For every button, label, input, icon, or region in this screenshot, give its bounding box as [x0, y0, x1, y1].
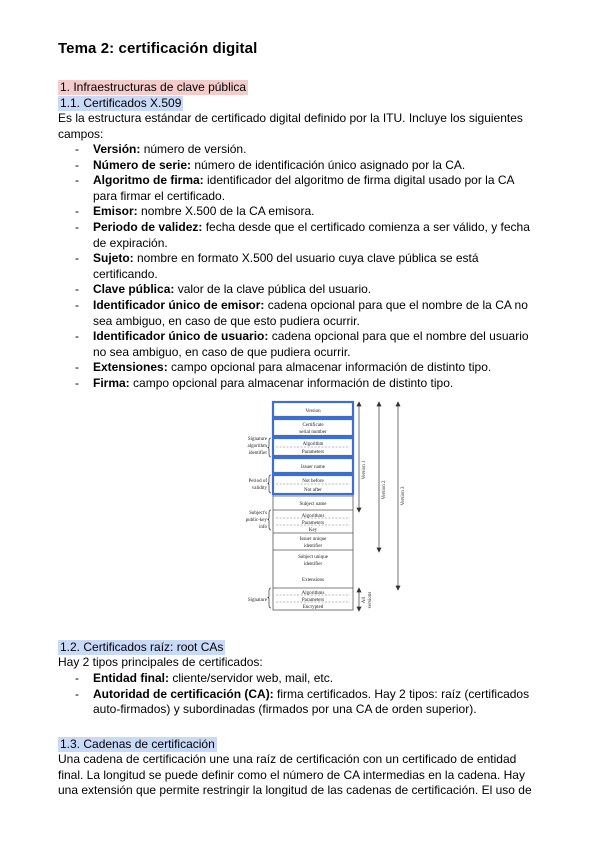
field-version: Version [305, 409, 321, 414]
field-serial-2: serial number [299, 430, 327, 435]
field-issuer-uid-1: Issuer unique [299, 537, 327, 542]
field-sig-parameters: Parameters [301, 598, 325, 603]
subsection-heading-1-2: 1.2. Certificados raíz: root CAs [60, 640, 224, 654]
label-subject-pk-3: info [258, 525, 267, 530]
field-pk-key: Key [308, 528, 318, 533]
x509-fields-list [58, 142, 538, 392]
field-subject-uid-2: identifier [303, 562, 323, 567]
label-version-3: Version 3 [401, 486, 406, 506]
field-subject-uid-1: Subject unique [298, 555, 328, 560]
label-subject-pk-1: Subject's [249, 511, 267, 516]
label-period-1: Period of [248, 479, 267, 484]
label-signature-algorithm-1: Signature [247, 437, 267, 442]
certificate-types-list [58, 671, 538, 718]
list-item: - Versión: número de versión. [58, 142, 538, 158]
subsection-heading-1-3: 1.3. Cadenas de certificación [60, 737, 215, 751]
label-version-1: Version 1 [362, 460, 367, 480]
list-item: - Identificador único de emisor: cadena opcional para que el nombre de la CA no sea ambiguo, en caso de que esto pudiera ocurrir. [58, 298, 538, 329]
field-parameters: Parameters [301, 450, 325, 455]
label-version-2: Version 2 [382, 480, 387, 500]
list-item: - Sujeto: nombre en formato X.500 del usuario cuya clave pública se está certificando. [58, 251, 538, 282]
label-subject-pk-2: public-key [245, 518, 267, 523]
field-pk-parameters: Parameters [301, 521, 325, 526]
list-item: - Extensiones: campo opcional para almacenar información de distinto tipo. [58, 360, 538, 376]
label-signature: Signature [247, 598, 267, 603]
list-item: - Clave pública: valor de la clave pública del usuario. [58, 282, 538, 298]
field-not-after: Not after [304, 488, 322, 493]
page-title: Tema 2: certificación digital [58, 40, 258, 57]
label-signature-algorithm-3: identifier [248, 451, 267, 456]
field-algorithm: Algorithm [302, 442, 324, 447]
field-issuer: Issuer name [300, 465, 326, 470]
list-item: - Emisor: nombre X.500 de la CA emisora. [58, 204, 538, 220]
list-item: - Autoridad de certificación (CA): firma certificados. Hay 2 tipos: raíz (certificados auto-firmados) y subordinadas (firmados por una CA de orden superior). [58, 687, 538, 718]
list-item: - Periodo de validez: fecha desde que el certificado comienza a ser válido, y fecha de expiración. [58, 220, 538, 251]
x509-intro: Es la estructura estándar de certificado digital definido por la ITU. Incluye los siguientes campos: [58, 111, 523, 141]
field-subject: Subject name [299, 502, 327, 507]
label-signature-algorithm-2: algorithm [247, 444, 267, 449]
field-issuer-uid-2: identifier [303, 544, 323, 549]
field-pk-algorithms: Algorithms [301, 514, 325, 519]
x509-structure-figure [236, 400, 416, 615]
label-all: All [362, 596, 367, 604]
field-sig-encrypted: Encrypted [302, 605, 324, 610]
list-item: - Algoritmo de firma: identificador del algoritmo de firma digital usado por la CA para firmar el certificado. [58, 173, 538, 204]
root-ca-intro: Hay 2 tipos principales de certificados: [58, 655, 263, 669]
label-period-2: validity [251, 486, 267, 491]
field-serial-1: Certificate [302, 423, 324, 428]
chain-paragraph: Una cadena de certificación une una raíz de certificación con un certificado de entidad final. La longitud se puede definir como el número de CA intermedias en la cadena. Hay una extensión que permite restringir la longitud de las cadenas de certificación. El uso de [58, 752, 532, 798]
list-item: - Número de serie: número de identificación único asignado por la CA. [58, 158, 538, 174]
field-sig-algorithms: Algorithms [301, 591, 325, 596]
field-not-before: Not before [302, 479, 324, 484]
label-versions: versions [368, 591, 373, 609]
field-extensions: Extensions [302, 578, 324, 583]
list-item: - Firma: campo opcional para almacenar información de distinto tipo. [58, 376, 538, 392]
section-heading-1: 1. Infraestructuras de clave pública [60, 80, 247, 94]
list-item: - Identificador único de usuario: cadena opcional para que el nombre del usuario no sea ambiguo, en caso de que pudiera ocurrir. [58, 329, 538, 360]
list-item: - Entidad final: cliente/servidor web, mail, etc. [58, 671, 538, 687]
subsection-heading-1-1: 1.1. Certificados X.509 [60, 96, 182, 110]
